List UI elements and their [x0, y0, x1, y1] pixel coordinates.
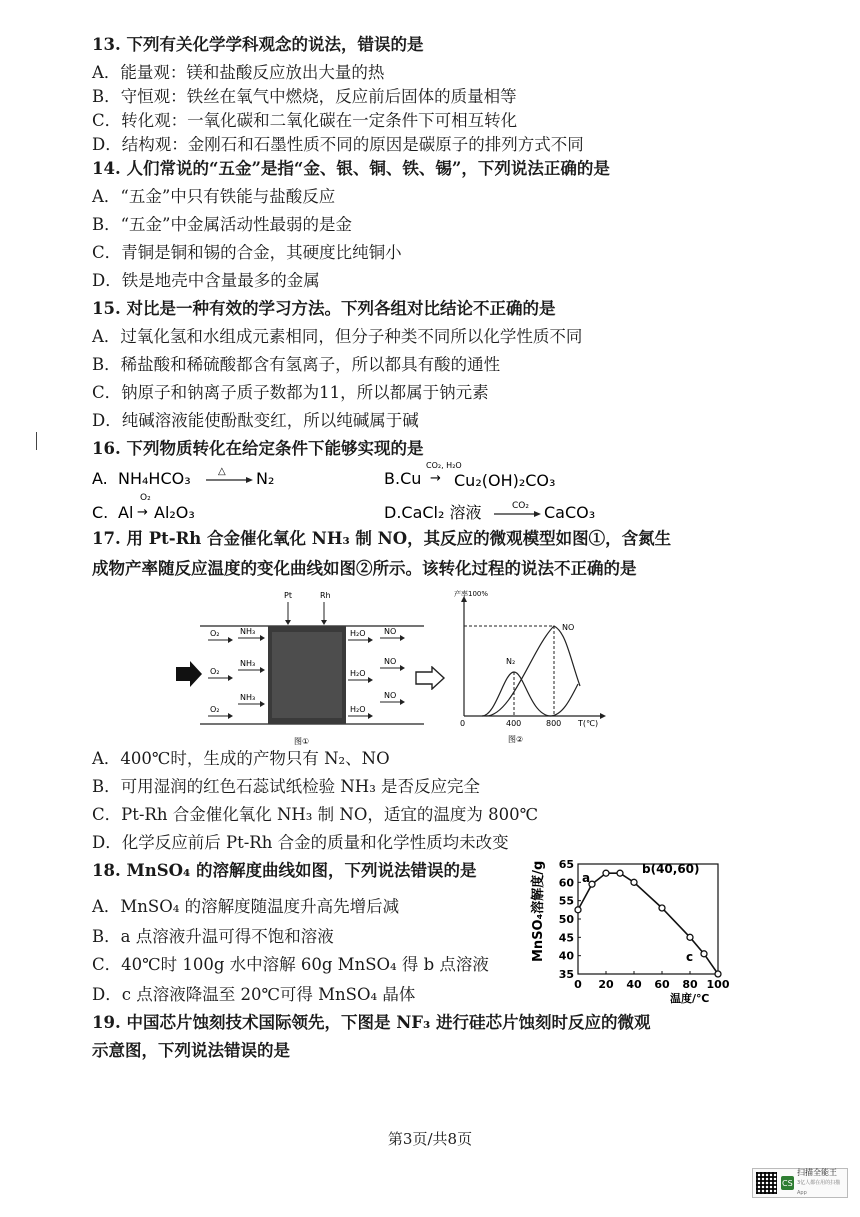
svg-text:→: → [137, 505, 148, 520]
q14-option-d: D．铁是地壳中含量最多的金属 [92, 271, 320, 290]
y-tick-label: 55 [558, 894, 574, 908]
q16-a-label: A. [92, 469, 108, 488]
transition-arrow [414, 666, 446, 690]
fig2-no-label: NO [562, 623, 575, 632]
q16-d-product: CaCO₃ [544, 503, 596, 522]
q19-stem-2: 示意图，下列说法错误的是 [92, 1041, 290, 1060]
data-point [631, 879, 637, 885]
y-tick-label: 35 [558, 968, 574, 981]
data-point [617, 870, 623, 876]
data-point [715, 971, 721, 977]
mnso4-solubility-chart [522, 850, 742, 1010]
y-tick-label: 45 [558, 931, 574, 945]
point-b-label: b(40,60) [642, 862, 700, 877]
q16-a-cond: △ [218, 466, 226, 477]
fig1-o2-1: O₂ [210, 629, 220, 638]
badge-app-name: 扫描全能王 [797, 1168, 837, 1177]
x-tick-label: 20 [598, 978, 614, 991]
q16-a-reactant: NH₄HCO₃ [118, 469, 191, 488]
q17-option-c: C．Pt-Rh 合金催化氧化 NH₃ 制 NO，适宜的温度为 800℃ [92, 805, 539, 824]
fig1-o2-2: O₂ [210, 667, 220, 676]
y-tick-label: 60 [558, 876, 574, 890]
fig1-no-2: NO [384, 657, 397, 666]
figure-2-yield-chart [452, 588, 612, 748]
fig1-no-3: NO [384, 691, 397, 700]
y-tick-label: 40 [558, 949, 574, 963]
fig2-n2-curve [482, 672, 578, 716]
x-tick-label: 0 [574, 978, 582, 991]
q13-option-b: B．守恒观：铁丝在氧气中燃烧，反应前后固体的质量相等 [92, 87, 517, 106]
data-point [687, 934, 693, 940]
solubility-xlabel: 温度/℃ [670, 992, 710, 1005]
q16-d-cond: CO₂ [512, 501, 529, 511]
fig1-h2o-1: H₂O [350, 629, 366, 638]
q16-b-cond: CO₂, H₂O [426, 461, 462, 470]
qr-code-icon [756, 1172, 777, 1194]
fig1-nh3-3: NH₃ [240, 693, 256, 702]
camscanner-logo-icon: CS [781, 1176, 794, 1190]
fig2-x400: 400 [506, 719, 522, 728]
camscanner-badge [752, 1168, 848, 1198]
fig1-h2o-2: H₂O [350, 669, 366, 678]
q17-stem-2: 成物产率随反应温度的变化曲线如图②所示。该转化过程的说法不正确的是 [92, 559, 637, 578]
fig2-xlabel: T(℃) [578, 719, 599, 728]
badge-subtext: 3亿人都在用的扫描App [797, 1180, 841, 1196]
q16-b-label: B.Cu [384, 469, 422, 488]
figure-1-reactor-diagram [172, 588, 442, 748]
fig1-h2o-3: H₂O [350, 705, 366, 714]
q15-option-c: C．钠原子和钠离子质子数都为11，所以都属于钠元素 [92, 383, 489, 402]
q13-option-d: D．结构观：金刚石和石墨性质不同的原因是碳原子的排列方式不同 [92, 135, 584, 154]
q16-c-product: Al₂O₃ [154, 503, 195, 522]
solubility-ylabel: MnSO₄溶解度/g [531, 860, 546, 962]
fig1-o2-3: O₂ [210, 705, 220, 714]
fig1-rh-label: Rh [320, 591, 331, 600]
solubility-frame [578, 864, 718, 974]
data-point [575, 907, 581, 913]
q16-b-product: Cu₂(OH)₂CO₃ [454, 471, 556, 490]
fig1-nh3-1: NH₃ [240, 627, 256, 636]
q16-a-product: N₂ [256, 469, 275, 488]
q16-options [88, 456, 648, 528]
page-footer: 第3页/共8页 [387, 1130, 473, 1148]
point-a-label: a [582, 871, 591, 886]
q18-stem: 18. MnSO₄ 的溶解度曲线如图，下列说法错误的是 [92, 861, 477, 880]
q16-d-label: D.CaCl₂ 溶液 [384, 503, 482, 522]
data-point [659, 905, 665, 911]
fig2-n2-label: N₂ [506, 657, 516, 666]
fig1-caption: 图① [294, 737, 310, 746]
y-tick-label: 50 [558, 913, 574, 926]
q13-option-c: C．转化观：一氧化碳和二氧化碳在一定条件下可相互转化 [92, 111, 518, 130]
fig1-no-1: NO [384, 627, 397, 636]
q16-c-label: C. [92, 503, 109, 522]
q14-option-a: A．“五金”中只有铁能与盐酸反应 [92, 187, 336, 206]
q16-c-cond: O₂ [140, 493, 151, 503]
inflow-arrow [176, 661, 202, 687]
data-point [701, 951, 707, 957]
margin-mark [36, 432, 37, 450]
q13-stem: 13. 下列有关化学学科观念的说法，错误的是 [92, 35, 424, 54]
q14-stem: 14. 人们常说的“五金”是指“金、银、铜、铁、锡”，下列说法正确的是 [92, 159, 610, 178]
q16-c-reactant: Al [118, 503, 134, 522]
fig1-pt-label: Pt [284, 591, 292, 600]
x-tick-label: 40 [626, 978, 642, 991]
q14-option-c: C．青铜是铜和锡的合金，其硬度比纯铜小 [92, 243, 402, 262]
x-tick-label: 100 [706, 978, 730, 991]
svg-text:→: → [430, 471, 441, 486]
point-c-label: c [686, 950, 694, 965]
fig2-x0: 0 [460, 719, 466, 728]
q14-option-b: B．“五金”中金属活动性最弱的是金 [92, 215, 352, 234]
q16-stem: 16. 下列物质转化在给定条件下能够实现的是 [92, 439, 424, 458]
q17-option-a: A．400℃时，生成的产物只有 N₂、NO [92, 749, 390, 768]
q15-option-d: D．纯碱溶液能使酚酞变红，所以纯碱属于碱 [92, 411, 419, 430]
data-point [603, 870, 609, 876]
q17-option-d: D．化学反应前后 Pt-Rh 合金的质量和化学性质均未改变 [92, 833, 509, 852]
x-tick-label: 80 [682, 978, 698, 991]
fig2-ylabel: 产率100% [454, 590, 489, 598]
q19-stem-1: 19. 中国芯片蚀刻技术国际领先，下图是 NF₃ 进行硅芯片蚀刻时反应的微观 [92, 1013, 651, 1032]
q18-option-c: C．40℃时 100g 水中溶解 60g MnSO₄ 得 b 点溶液 [92, 955, 489, 974]
q17-option-b: B．可用湿润的红色石蕊试纸检验 NH₃ 是否反应完全 [92, 777, 481, 796]
q18-option-d: D．c 点溶液降温至 20℃可得 MnSO₄ 晶体 [92, 985, 416, 1004]
y-tick-label: 65 [558, 858, 574, 871]
q15-option-b: B．稀盐酸和稀硫酸都含有氢离子，所以都具有酸的通性 [92, 355, 501, 374]
x-tick-label: 60 [654, 978, 670, 991]
q18-option-a: A．MnSO₄ 的溶解度随温度升高先增后减 [92, 897, 400, 916]
q15-stem: 15. 对比是一种有效的学习方法。下列各组对比结论不正确的是 [92, 299, 556, 318]
q13-option-a: A．能量观：镁和盐酸反应放出大量的热 [92, 63, 385, 82]
q15-option-a: A．过氧化氢和水组成元素相同，但分子种类不同所以化学性质不同 [92, 327, 583, 346]
solubility-curve [578, 873, 718, 974]
q18-option-b: B．a 点溶液升温可得不饱和溶液 [92, 927, 334, 946]
q17-stem-1: 17. 用 Pt-Rh 合金催化氧化 NH₃ 制 NO，其反应的微观模型如图①，含氮生 [92, 529, 672, 548]
fig2-x800: 800 [546, 719, 562, 728]
fig2-caption: 图② [508, 735, 524, 744]
fig1-nh3-2: NH₃ [240, 659, 256, 668]
